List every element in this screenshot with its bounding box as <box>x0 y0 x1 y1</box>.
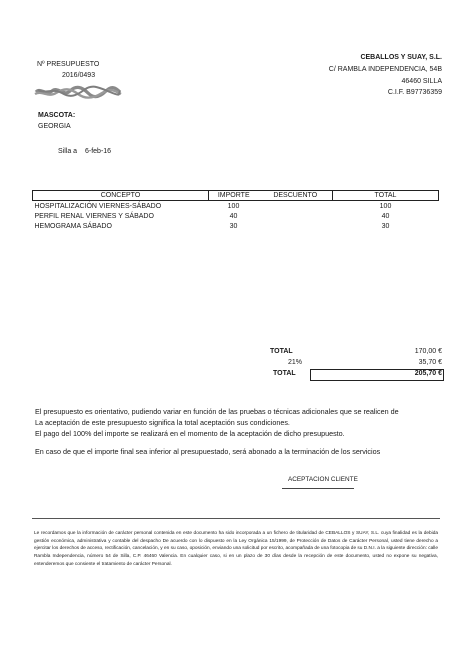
row-concepto: HOSPITALIZACIÓN VIERNES-SÁBADO <box>34 202 162 210</box>
privacy-notice <box>34 530 438 569</box>
pet-label: MASCOTA: <box>38 112 76 119</box>
company-city: 46460 SILLA <box>401 77 442 85</box>
grand-total-value: 205,70 € <box>414 370 442 377</box>
redacted-client-name <box>34 85 122 99</box>
company-cif: C.I.F. B97736359 <box>387 89 442 97</box>
header-concepto: CONCEPTO <box>33 191 209 201</box>
row-concepto: PERFIL RENAL VIERNES Y SÁBADO <box>34 212 154 220</box>
condition-line: En caso de que el importe final sea inferior al presupuestado, será abonado a la terminación de los servicios <box>35 446 381 456</box>
row-total: 40 <box>381 212 390 220</box>
budget-number: 2016/0493 <box>62 72 96 79</box>
header-total: TOTAL <box>333 191 439 201</box>
row-descuento <box>259 221 333 231</box>
grand-total-label: TOTAL <box>273 370 296 377</box>
subtotal-label: TOTAL <box>270 348 293 355</box>
condition-line: El presupuesto es orientativo, pudiendo variar en función de las pruebas o técnicas adicionales que se realicen de <box>35 407 399 416</box>
conditions-block <box>35 406 440 457</box>
budget-number-label: Nº PRESUPUESTO <box>37 61 100 68</box>
header-importe: IMPORTE <box>209 191 259 201</box>
company-address: C/ RAMBLA INDEPENDENCIA, 54B <box>328 65 442 73</box>
footer-divider <box>32 518 440 519</box>
row-importe: 40 <box>229 212 238 220</box>
subtotal-value: 170,00 € <box>414 348 442 355</box>
place-label: Silla a <box>58 148 78 155</box>
pet-name: GEORGIA <box>38 123 71 130</box>
row-concepto: HEMOGRAMA SÁBADO <box>34 222 112 230</box>
budget-date: 6-feb-16 <box>85 148 112 155</box>
table-header-row <box>33 191 439 201</box>
company-name: CEBALLOS Y SUAY, S.L. <box>360 54 442 61</box>
row-total: 30 <box>381 222 390 230</box>
tax-value: 35,70 € <box>418 359 442 366</box>
tax-label: 21% <box>288 359 303 366</box>
row-total: 100 <box>379 202 392 210</box>
row-importe: 30 <box>229 222 238 230</box>
condition-line: El pago del 100% del importe se realizará en el momento de la aceptación de dicho presupuesto. <box>35 429 345 439</box>
signature-line <box>282 488 354 489</box>
row-descuento <box>259 211 333 221</box>
row-importe: 100 <box>227 202 240 210</box>
concepts-table <box>32 190 439 231</box>
header-descuento: DESCUENTO <box>259 191 333 201</box>
table-row <box>33 211 439 221</box>
privacy-text: Le recordamos que la información de carácter personal contenida en este documento ha sido incorporada a un fichero de titularidad de CEBALLOS y SUAY, S.L. cuya finalidad es la debida gestión económica, administrativa y contable del despacho De acuerdo con lo dispuesto en la Ley Orgánica 15/1999, de Protección de Datos de Carácter Personal, usted tiene derecho a ejercitar los derechos de acceso, rectificación, cancelación, y en su caso, oposición, enviando una solicitud por escrito, acompañada de una fotocopia de su D.N.I. a la siguiente dirección: calle Rambla Independencia, número 54 de Silla, C.P. 46460 Valencia. En cualquier caso, si en un plazo de 30 días desde la recepción de este documento, usted no expone su negativa, entenderemos que consiente el tratamiento de carácter Personal. <box>34 531 438 567</box>
condition-line: La aceptación de este presupuesto significa la total aceptación sus condiciones. <box>35 418 290 428</box>
totals-block <box>270 348 444 381</box>
company-block <box>242 52 442 99</box>
client-acceptance-label: ACEPTACION CLIENTE <box>288 476 358 483</box>
table-row <box>33 221 439 231</box>
table-row <box>33 201 439 212</box>
row-descuento <box>259 201 333 212</box>
